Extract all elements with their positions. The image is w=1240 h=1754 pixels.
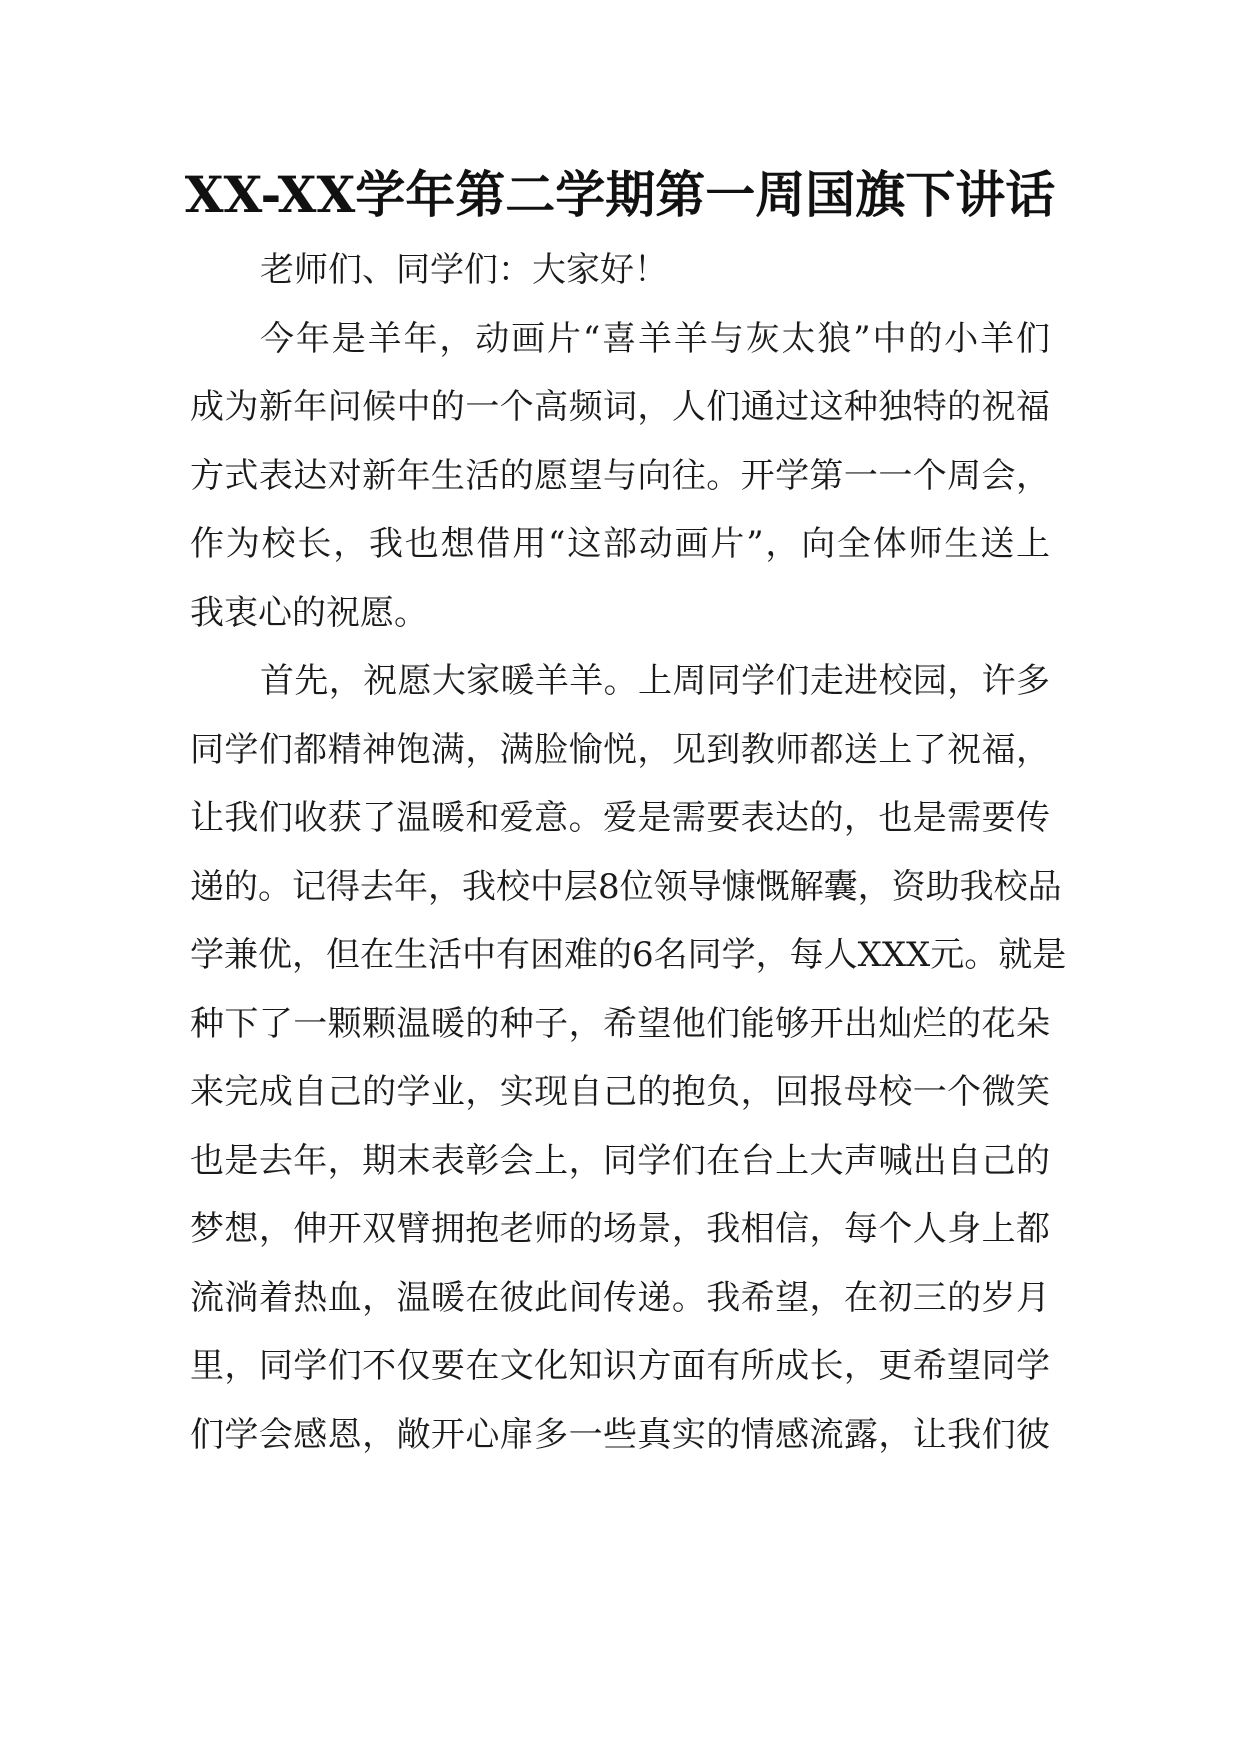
text-line: 我衷心的祝愿。 — [190, 592, 428, 633]
text-line: 也是去年，期末表彰会上，同学们在台上大声喊出自己的 — [190, 1140, 1050, 1181]
text-line: 同学们都精神饱满，满脸愉悦，见到教师都送上了祝福， — [190, 729, 1050, 770]
text-line: 里，同学们不仅要在文化知识方面有所成长，更希望同学 — [190, 1346, 1050, 1386]
text-line: 流淌着热血，温暖在彼此间传递。我希望，在初三的岁月 — [190, 1277, 1050, 1318]
paragraph-greeting — [190, 236, 1050, 305]
text-line: 学兼优，但在生活中有困难的6名同学，每人XXX元。就是 — [190, 935, 1067, 975]
text-line: 们学会感恩，敞开心扉多一些真实的情感流露，让我们彼 — [190, 1414, 1050, 1455]
document-title: XX-XX学年第二学期第一周国旗下讲话 — [184, 165, 1056, 224]
text-line: 让我们收获了温暖和爱意。爱是需要表达的，也是需要传 — [190, 798, 1050, 838]
document-body — [190, 236, 1067, 1469]
text-line: 方式表达对新年生活的愿望与向往。开学第一一个周会， — [190, 455, 1050, 496]
text-line: 成为新年问候中的一个高频词，人们通过这种独特的祝福 — [190, 387, 1050, 427]
text-line: 今年是羊年，动画片“喜羊羊与灰太狼”中的小羊们 — [260, 318, 1050, 359]
text-line: 作为校长，我也想借用“这部动画片”，向全体师生送上 — [190, 524, 1050, 564]
text-line: 种下了一颗颗温暖的种子，希望他们能够开出灿烂的花朵 — [190, 1003, 1050, 1044]
text-line: 梦想，伸开双臂拥抱老师的场景，我相信，每个人身上都 — [190, 1209, 1050, 1249]
text-line: 老师们、同学们：大家好！ — [260, 250, 668, 290]
text-line: 递的。记得去年，我校中层8位领导慷慨解囊，资助我校品 — [190, 866, 1062, 907]
text-line: 来完成自己的学业，实现自己的抱负，回报母校一个微笑 — [190, 1072, 1050, 1112]
paragraph-intro — [190, 305, 1050, 648]
text-line: 首先，祝愿大家暖羊羊。上周同学们走进校园，许多 — [260, 661, 1050, 701]
paragraph-wishes — [190, 647, 1067, 1469]
